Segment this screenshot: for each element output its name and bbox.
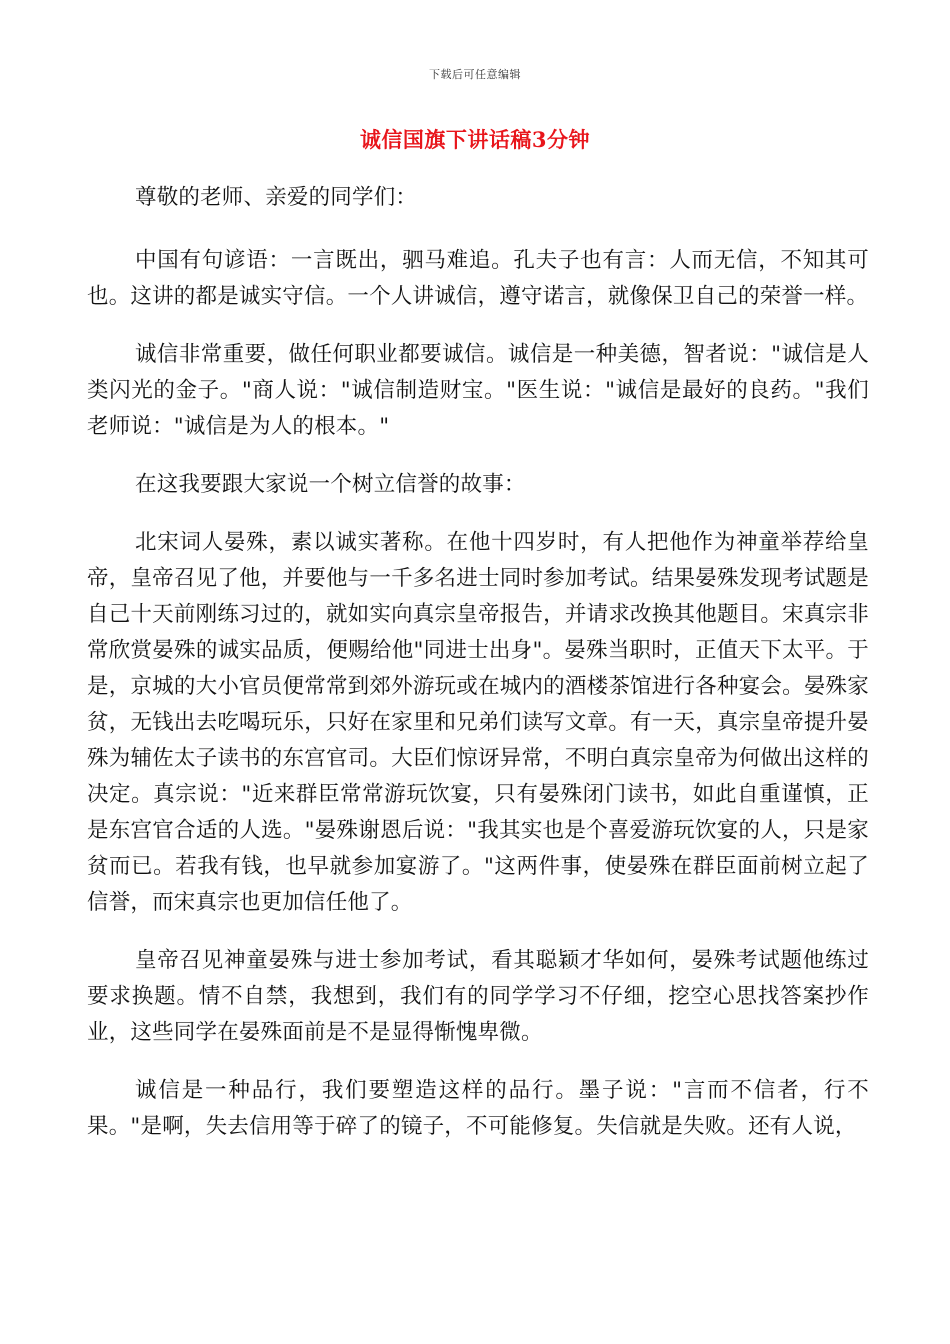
document-body <box>87 180 869 1167</box>
paragraph-story-intro: 在这我要跟大家说一个树立信誉的故事： <box>135 472 526 497</box>
greeting-paragraph: 尊敬的老师、亲爱的同学们： <box>135 185 418 210</box>
paragraph-proverb: 中国有句谚语：一言既出，驷马难追。孔夫子也有言：人而无信，不知其可也。这讲的都是诚实守信。一个人讲诚信，遵守诺言，就像保卫自己的荣誉一样。 <box>87 248 869 309</box>
paragraph-conclusion: 诚信是一种品行，我们要塑造这样的品行。墨子说："言而不信者，行不果。"是啊，失去信用等于碎了的镜子，不可能修复。失信就是失败。还有人说， <box>87 1078 869 1139</box>
header-note: 下载后可任意编辑 <box>429 68 521 81</box>
paragraph-story: 北宋词人晏殊，素以诚实著称。在他十四岁时，有人把他作为神童举荐给皇帝，皇帝召见了他，并要他与一千多名进士同时参加考试。结果晏殊发现考试题是自己十天前刚练习过的，就如实向真宗皇帝报告，并请求改换其他题目。宋真宗非常欣赏晏殊的诚实品质，便赐给他"同进士出身"。晏殊当职时，正值天下太平。于是，京城的大小官员便常常到郊外游玩或在城内的酒楼茶馆进行各种宴会。晏殊家贫，无钱出去吃喝玩乐，只好在家里和兄弟们读写文章。有一天，真宗皇帝提升晏殊为辅佐太子读书的东宫官司。大臣们惊讶异常，不明白真宗皇帝为何做出这样的决定。真宗说："近来群臣常常游玩饮宴，只有晏殊闭门读书，如此自重谨慎，正是东宫官合适的人选。"晏殊谢恩后说："我其实也是个喜爱游玩饮宴的人，只是家贫而已。若我有钱，也早就参加宴游了。"这两件事，使晏殊在群臣面前树立起了信誉，而宋真宗也更加信任他了。 <box>87 530 869 915</box>
paragraph-importance: 诚信非常重要，做任何职业都要诚信。诚信是一种美德，智者说："诚信是人类闪光的金子。"商人说："诚信制造财宝。"医生说："诚信是最好的良药。"我们老师说："诚信是为人的根本。" <box>87 342 869 439</box>
paragraph-reflection: 皇帝召见神童晏殊与进士参加考试，看其聪颖才华如何，晏殊考试题他练过要求换题。情不自禁，我想到，我们有的同学学习不仔细，挖空心思找答案抄作业，这些同学在晏殊面前是不是显得惭愧卑微。 <box>87 948 869 1045</box>
page-title: 诚信国旗下讲话稿3分钟 <box>359 127 591 152</box>
